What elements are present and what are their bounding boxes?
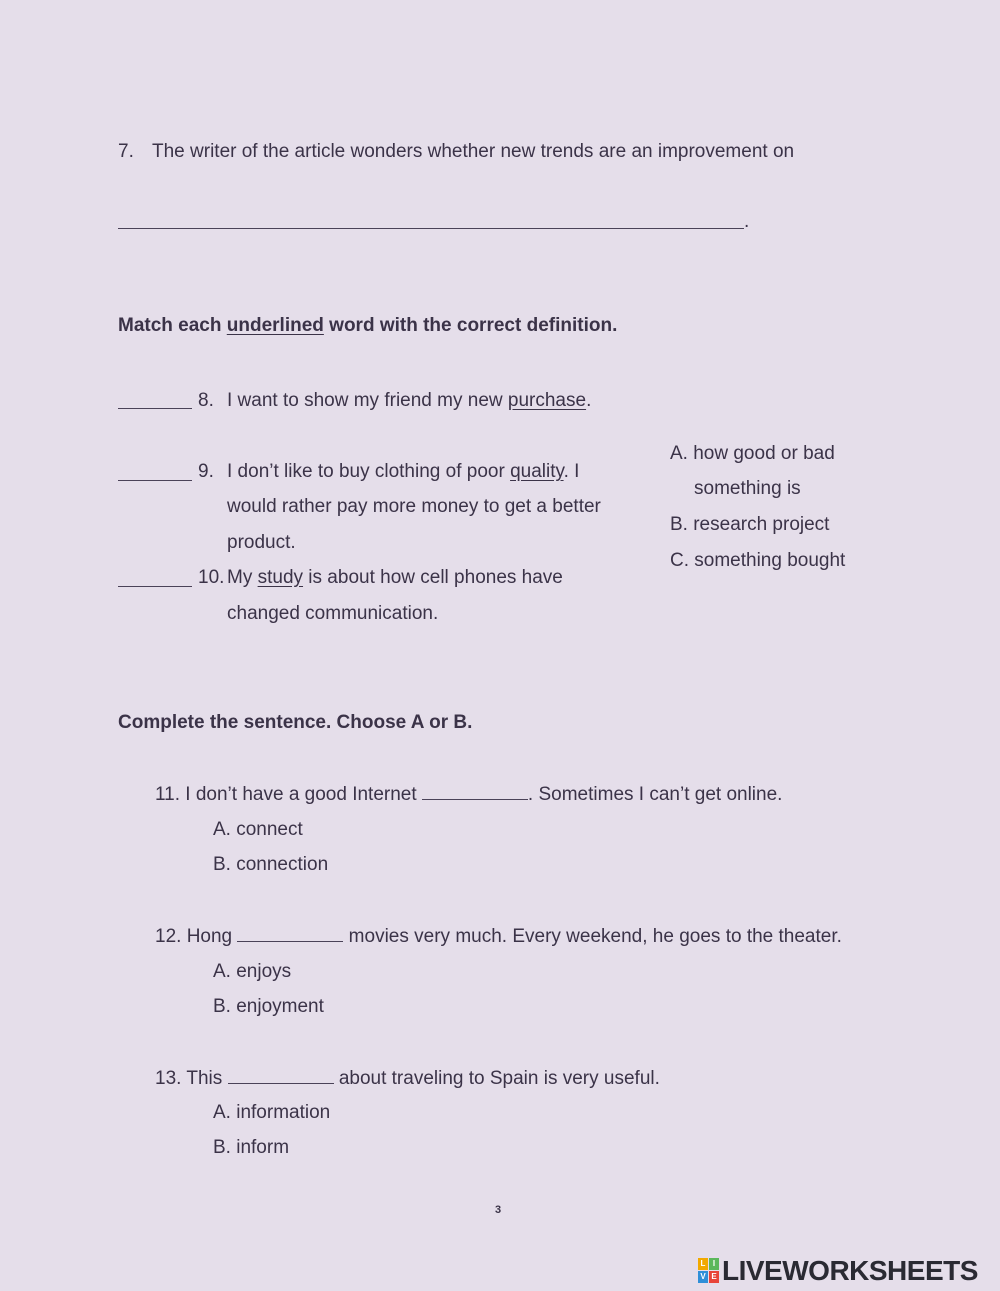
q7-number: 7. [118,141,134,162]
q13-option-a[interactable]: A. information [213,1102,331,1123]
definition-a-line1: A. how good or bad [670,443,835,464]
definition-a-line2: something is [694,478,801,499]
q11-number: 11. [155,784,181,805]
q9-answer-blank[interactable] [118,480,192,481]
q9-post: . I [563,461,580,482]
q7-text: The writer of the article wonders whether new trends are an improvement on [152,141,795,162]
q11-answer-blank[interactable] [422,782,528,800]
q13-post: about traveling to Spain is very useful. [333,1068,660,1089]
logo-icon [698,1258,720,1284]
q12-post: movies very much. Every weekend, he goes to the theater. [343,926,842,947]
q8-word: purchase [507,390,587,411]
q8-sentence [227,389,591,413]
liveworksheets-logo[interactable] [698,1256,978,1286]
logo-letter-v: V [698,1271,708,1283]
q13-option-b[interactable]: B. inform [213,1137,290,1158]
heading-suffix: word with the correct definition. [323,315,618,336]
q10-number: 10. [198,567,225,588]
q10-pre: My [227,567,258,588]
q9-pre: I don’t like to buy clothing of poor [227,461,511,482]
definition-c: C. something bought [670,550,846,571]
q11-post: . Sometimes I can’t get online. [527,784,783,805]
definition-b: B. research project [670,514,830,535]
q9-number: 9. [198,461,214,482]
heading-underlined: underlined [226,315,324,336]
logo-text: LIVEWORKSHEETS [722,1255,978,1286]
page-number: 3 [495,1204,502,1216]
q8-post: . [586,390,592,411]
q11-sentence [155,782,782,807]
q11-pre: I don’t have a good Internet [185,784,422,805]
q9-line2: would rather pay more money to get a better [227,496,601,517]
heading-prefix: Match each [118,315,227,336]
q9-sentence [227,460,579,484]
q12-answer-blank[interactable] [237,924,343,942]
q10-word: study [257,567,304,588]
q9-line3: product. [227,532,296,553]
q7-answer-blank[interactable] [118,228,744,229]
q12-option-a[interactable]: A. enjoys [213,961,292,982]
q12-sentence [155,924,842,949]
q7-line-end: . [744,211,750,232]
q10-answer-blank[interactable] [118,586,192,587]
q11-option-a[interactable]: A. connect [213,819,303,840]
complete-section-heading: Complete the sentence. Choose A or B. [118,712,473,733]
q10-sentence [227,566,563,590]
q9-word: quality [510,461,564,482]
q12-pre: Hong [186,926,238,947]
q8-answer-blank[interactable] [118,408,192,409]
q12-number: 12. [155,926,182,947]
q8-pre: I want to show my friend my new [227,390,508,411]
q13-pre: This [186,1068,228,1089]
q10-post: is about how cell phones have [303,567,563,588]
logo-letter-l: L [698,1258,708,1270]
logo-letter-e: E [709,1271,719,1283]
q8-number: 8. [198,390,214,411]
logo-letter-i: I [709,1258,719,1270]
q11-option-b[interactable]: B. connection [213,854,329,875]
q13-answer-blank[interactable] [228,1066,334,1084]
q13-sentence [155,1066,660,1091]
q12-option-b[interactable]: B. enjoyment [213,996,324,1017]
match-section-heading [118,314,617,338]
q10-line2: changed communication. [227,603,439,624]
q13-number: 13. [155,1068,182,1089]
